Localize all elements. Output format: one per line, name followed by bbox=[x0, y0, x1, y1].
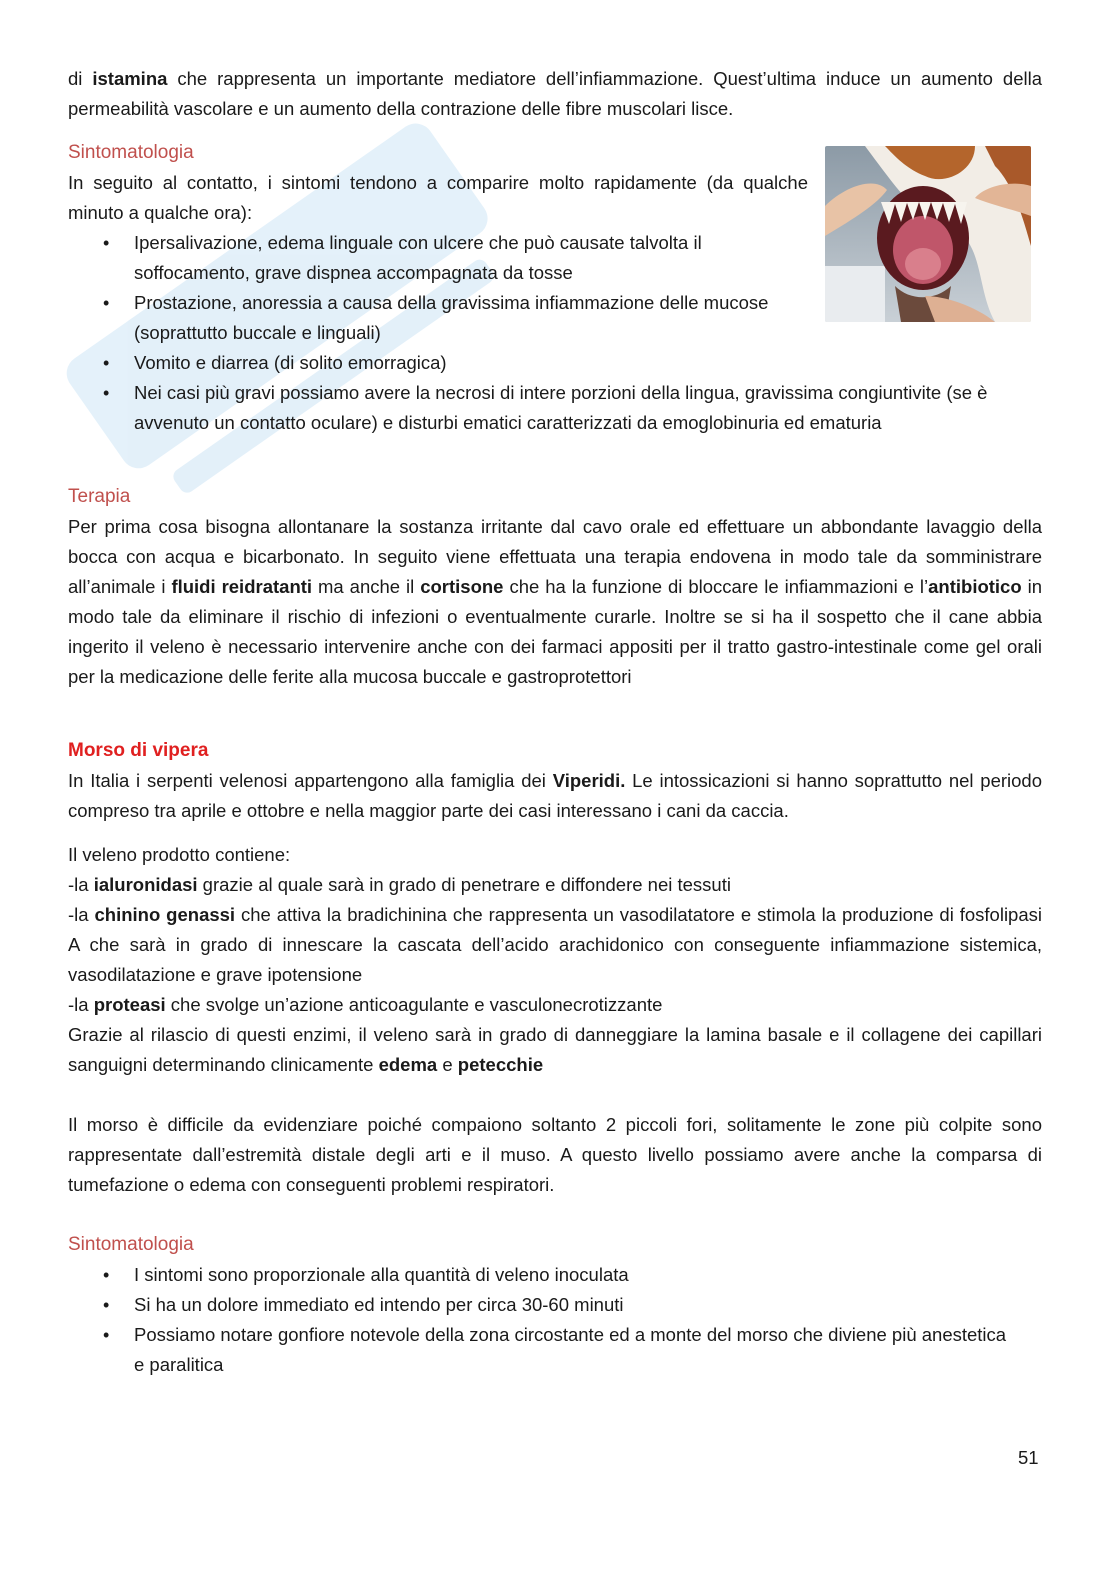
list-item: • Vomito e diarrea (di solito emorragica) bbox=[134, 348, 1042, 378]
list-item: • Nei casi più gravi possiamo avere la necrosi di intere porzioni della lingua, gravissima congiuntivite (se è avvenuto un contatto oculare) e disturbi ematici caratterizzati da emoglobinuria ed ematuria bbox=[134, 378, 1042, 438]
page-number: 51 bbox=[1018, 1447, 1039, 1468]
intro-paragraph: di istamina che rappresenta un importante mediatore dell’infiammazione. Quest’ultima induce un aumento della permeabilità vascolare e un aumento della contrazione delle fibre muscolari lisce. bbox=[68, 68, 1042, 119]
venom-item-chinino-genassi: -la chinino genassi che attiva la bradichinina che rappresenta un vasodilatatore e stimola la produzione di fosfolipasi A che sarà in grado di innescare la cascata dell’acido arachidonico con conseguente infiammazione sistemica, vasodilatazione e grave ipotensione bbox=[68, 904, 1042, 985]
vipera-intro-paragraph: In Italia i serpenti velenosi appartengono alla famiglia dei Viperidi. Le intossicazioni si hanno soprattutto nel periodo compreso tra aprile e ottobre e nella maggior parte dei casi interessano i cani da caccia. bbox=[68, 770, 1042, 821]
section-heading-morso-di-vipera: Morso di vipera bbox=[68, 740, 209, 761]
term-cortisone: cortisone bbox=[420, 576, 504, 597]
list-item: • Si ha un dolore immediato ed intendo per circa 30-60 minuti bbox=[134, 1290, 1042, 1320]
venom-item-proteasi: -la proteasi che svolge un’azione anticoagulante e vasculonecrotizzante bbox=[68, 994, 663, 1015]
therapy-paragraph: Per prima cosa bisogna allontanare la sostanza irritante dal cavo orale ed effettuare un abbondante lavaggio della bocca con acqua e bicarbonato. In seguito viene effettuata una terapia endovena in modo tale da somministrare all’animale i fluidi reidratanti ma anche il cortisone che ha la funzione di bloccare le infiammazioni e l’antibiotico in modo tale da eliminare il rischio di infezioni o eventualmente curarle. Inoltre se si ha il sospetto che il cane abbia ingerito il veleno è necessario intervenire anche con dei farmaci appositi per il tratto gastro-intestinale come gel orali per la medicazione delle ferite alla mucosa buccale e gastroprotettori bbox=[68, 516, 1043, 687]
symptoms-list-2 bbox=[68, 1260, 1042, 1380]
venom-item-ialuronidasi: -la ialuronidasi grazie al quale sarà in grado di penetrare e diffondere nei tessuti bbox=[68, 874, 731, 895]
term-istamina: istamina bbox=[92, 68, 168, 89]
section-heading-terapia: Terapia bbox=[68, 486, 131, 507]
dog-mouth-photo bbox=[825, 146, 1031, 322]
venom-effects-paragraph: Grazie al rilascio di questi enzimi, il veleno sarà in grado di danneggiare la lamina basale e il collagene dei capillari sanguigni determinando clinicamente edema e petecchie bbox=[68, 1024, 1042, 1075]
list-item: • Ipersalivazione, edema linguale con ulcere che può causate talvolta il soffocamento, grave dispnea accompagnata da tosse bbox=[134, 228, 774, 288]
list-item: • I sintomi sono proporzionale alla quantità di veleno inoculata bbox=[134, 1260, 1042, 1290]
document-page bbox=[68, 64, 1042, 1380]
list-item: • Prostazione, anoressia a causa della gravissima infiammazione delle mucose (soprattutto buccale e linguali) bbox=[134, 288, 774, 348]
symptoms-section-1 bbox=[68, 138, 1042, 438]
symptoms-intro: In seguito al contatto, i sintomi tendono a comparire molto rapidamente (da qualche minuto a qualche ora): bbox=[68, 172, 808, 223]
term-fluidi-reidratanti: fluidi reidratanti bbox=[171, 576, 313, 597]
section-heading-sintomatologia: Sintomatologia bbox=[68, 142, 194, 163]
bite-paragraph: Il morso è difficile da evidenziare poiché compaiono soltanto 2 piccoli fori, solitamente le zone più colpite sono rappresentate dall’estremità distale degli arti e il muso. A questo livello possiamo avere anche la comparsa di tumefazione o edema con conseguenti problemi respiratori. bbox=[68, 1114, 1042, 1195]
venom-intro-line: Il veleno prodotto contiene: bbox=[68, 844, 291, 865]
section-heading-sintomatologia-2: Sintomatologia bbox=[68, 1234, 194, 1255]
term-antibiotico: antibiotico bbox=[928, 576, 1022, 597]
term-viperidi: Viperidi. bbox=[552, 770, 626, 791]
list-item: • Possiamo notare gonfiore notevole della zona circostante ed a monte del morso che diviene più anestetica e paralitica bbox=[134, 1320, 1014, 1380]
